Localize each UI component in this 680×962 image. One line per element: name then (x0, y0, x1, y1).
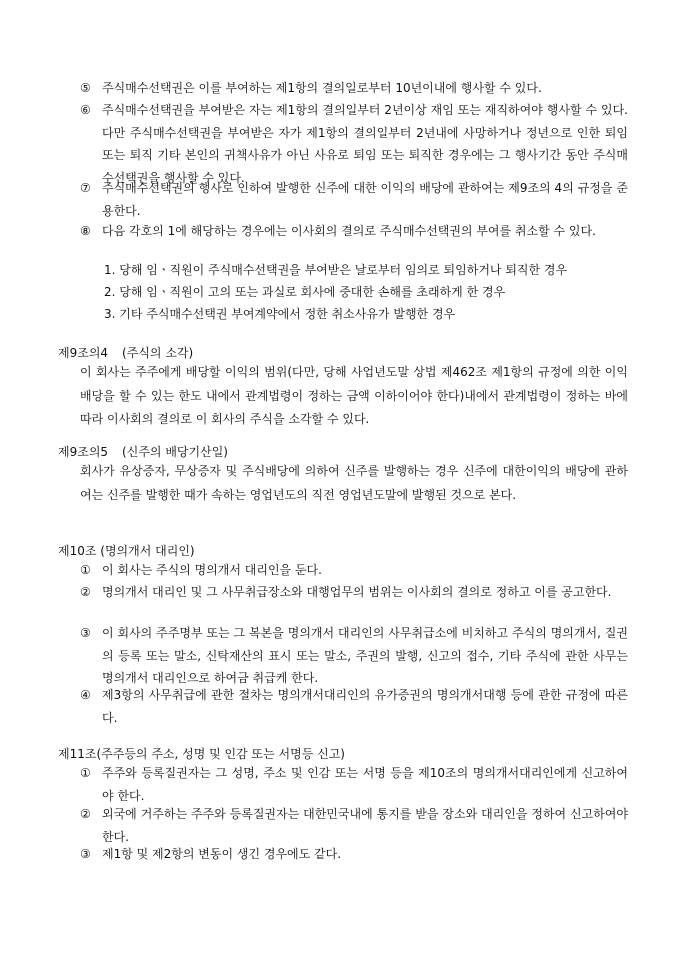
clause-marker: ③ (80, 626, 91, 640)
clause-text: 주식매수선택권의 행사로 인하여 발행한 신주에 대한 이익의 배당에 관하여는 제9조의 4의 규정을 준용한다. (102, 181, 628, 218)
clause-text: 이 회사의 주주명부 또는 그 복본을 명의개서 대리인의 사무취급소에 비치하고 주식의 명의개서, 질권의 등록 또는 말소, 신탁재산의 표시 또는 말소, 주권의 발행, 신고의 접수, 기타 주식에 관한 사무는 명의개서 대리인으로 하여금 취급케 한다. (102, 626, 628, 685)
clause-marker: ⑤ (80, 81, 91, 95)
clause-text: 이 회사는 주식의 명의개서 대리인을 둔다. (102, 563, 322, 577)
article-heading: 제11조(주주등의 주소, 성명 및 인감 또는 서명등 신고) (58, 747, 345, 761)
clause-item (80, 177, 628, 222)
clause-item (80, 77, 628, 100)
clause-marker: ④ (80, 688, 91, 702)
clause-text: 주식매수선택권을 부여받은 자는 제1항의 결의일부터 2년이상 재임 또는 재직하여야 행사할 수 있다. 다만 주식매수선택권을 부여받은 자가 제1항의 결의일부터 2년내에 사망하거나 정년으로 인한 퇴임 또는 퇴직 기타 본인의 귀책사유가 아닌 사유로 퇴임 또는 퇴직한 경우에는 그 행사기간 동안 주식매수선택권을 행사할 수 있다. (102, 103, 628, 185)
article-title: (신주의 배당기산일) (122, 445, 228, 459)
clause-text: 주주와 등록질권자는 그 성명, 주소 및 인감 또는 서명 등을 제10조의 명의개서대리인에게 신고하여야 한다. (102, 766, 628, 803)
article-body: 이 회사는 주주에게 배당할 이익의 범위(다만, 당해 사업년도말 상법 제462조 제1항의 규정에 의한 이익배당을 할 수 있는 한도 내에서 관계법령이 정하는 금액 이하이어야 한다)내에서 관계법령이 정하는 바에 따라 이사회의 결의로 이 회사의 주식을 소각할 수 있다. (80, 365, 628, 426)
clause-text: 외국에 거주하는 주주와 등록질권자는 대한민국내에 통지를 받을 장소와 대리인을 정하여 신고하여야 한다. (102, 807, 628, 844)
clause-item (80, 220, 628, 243)
clause-text: 제1항 및 제2항의 변동이 생긴 경우에도 같다. (102, 847, 342, 861)
sub-item: 1. 당해 임ㆍ직원이 주식매수선택권을 부여받은 날로부터 임의로 퇴임하거나 퇴직한 경우 (104, 263, 568, 277)
clause-text: 주식매수선택권은 이를 부여하는 제1항의 결의일로부터 10년이내에 행사할 수 있다. (102, 81, 542, 95)
clause-text: 제3항의 사무취급에 관한 절차는 명의개서대리인의 유가증권의 명의개서대행 등에 관한 규정에 따른다. (102, 688, 628, 725)
article-number: 제9조의4 (58, 346, 109, 360)
clause-item (80, 684, 628, 729)
clause-item (80, 843, 628, 866)
article-title: (주식의 소각) (122, 346, 194, 360)
clause-marker: ① (80, 563, 91, 577)
sub-item: 2. 당해 임ㆍ직원이 고의 또는 과실로 회사에 중대한 손해를 초래하게 한 경우 (104, 285, 506, 299)
clause-marker: ⑧ (80, 224, 91, 238)
clause-marker: ② (80, 585, 91, 599)
clause-marker: ② (80, 807, 91, 821)
clause-item (80, 99, 628, 189)
clause-item (80, 581, 628, 604)
clause-text: 명의개서 대리인 및 그 사무취급장소와 대행업무의 범위는 이사회의 결의로 정하고 이를 공고한다. (102, 585, 612, 599)
article-body: 회사가 유상증자, 무상증자 및 주식배당에 의하여 신주를 발행하는 경우 신주에 대한이익의 배당에 관하여는 신주를 발행한 때가 속하는 영업년도의 직전 영업년도말에 발행된 것으로 본다. (80, 464, 628, 502)
clause-marker: ① (80, 766, 91, 780)
clause-item (80, 762, 628, 807)
clause-marker: ⑥ (80, 103, 91, 117)
article-heading: 제10조 (명의개서 대리인) (58, 544, 195, 558)
clause-text: 다음 각호의 1에 해당하는 경우에는 이사회의 결의로 주식매수선택권의 부여를 취소할 수 있다. (102, 224, 596, 238)
clause-item (80, 622, 628, 690)
article-number: 제9조의5 (58, 445, 109, 459)
sub-item: 3. 기타 주식매수선택권 부여계약에서 정한 취소사유가 발행한 경우 (104, 307, 456, 321)
clause-marker: ③ (80, 847, 91, 861)
clause-item (80, 803, 628, 848)
clause-marker: ⑦ (80, 181, 91, 195)
clause-item (80, 559, 628, 582)
